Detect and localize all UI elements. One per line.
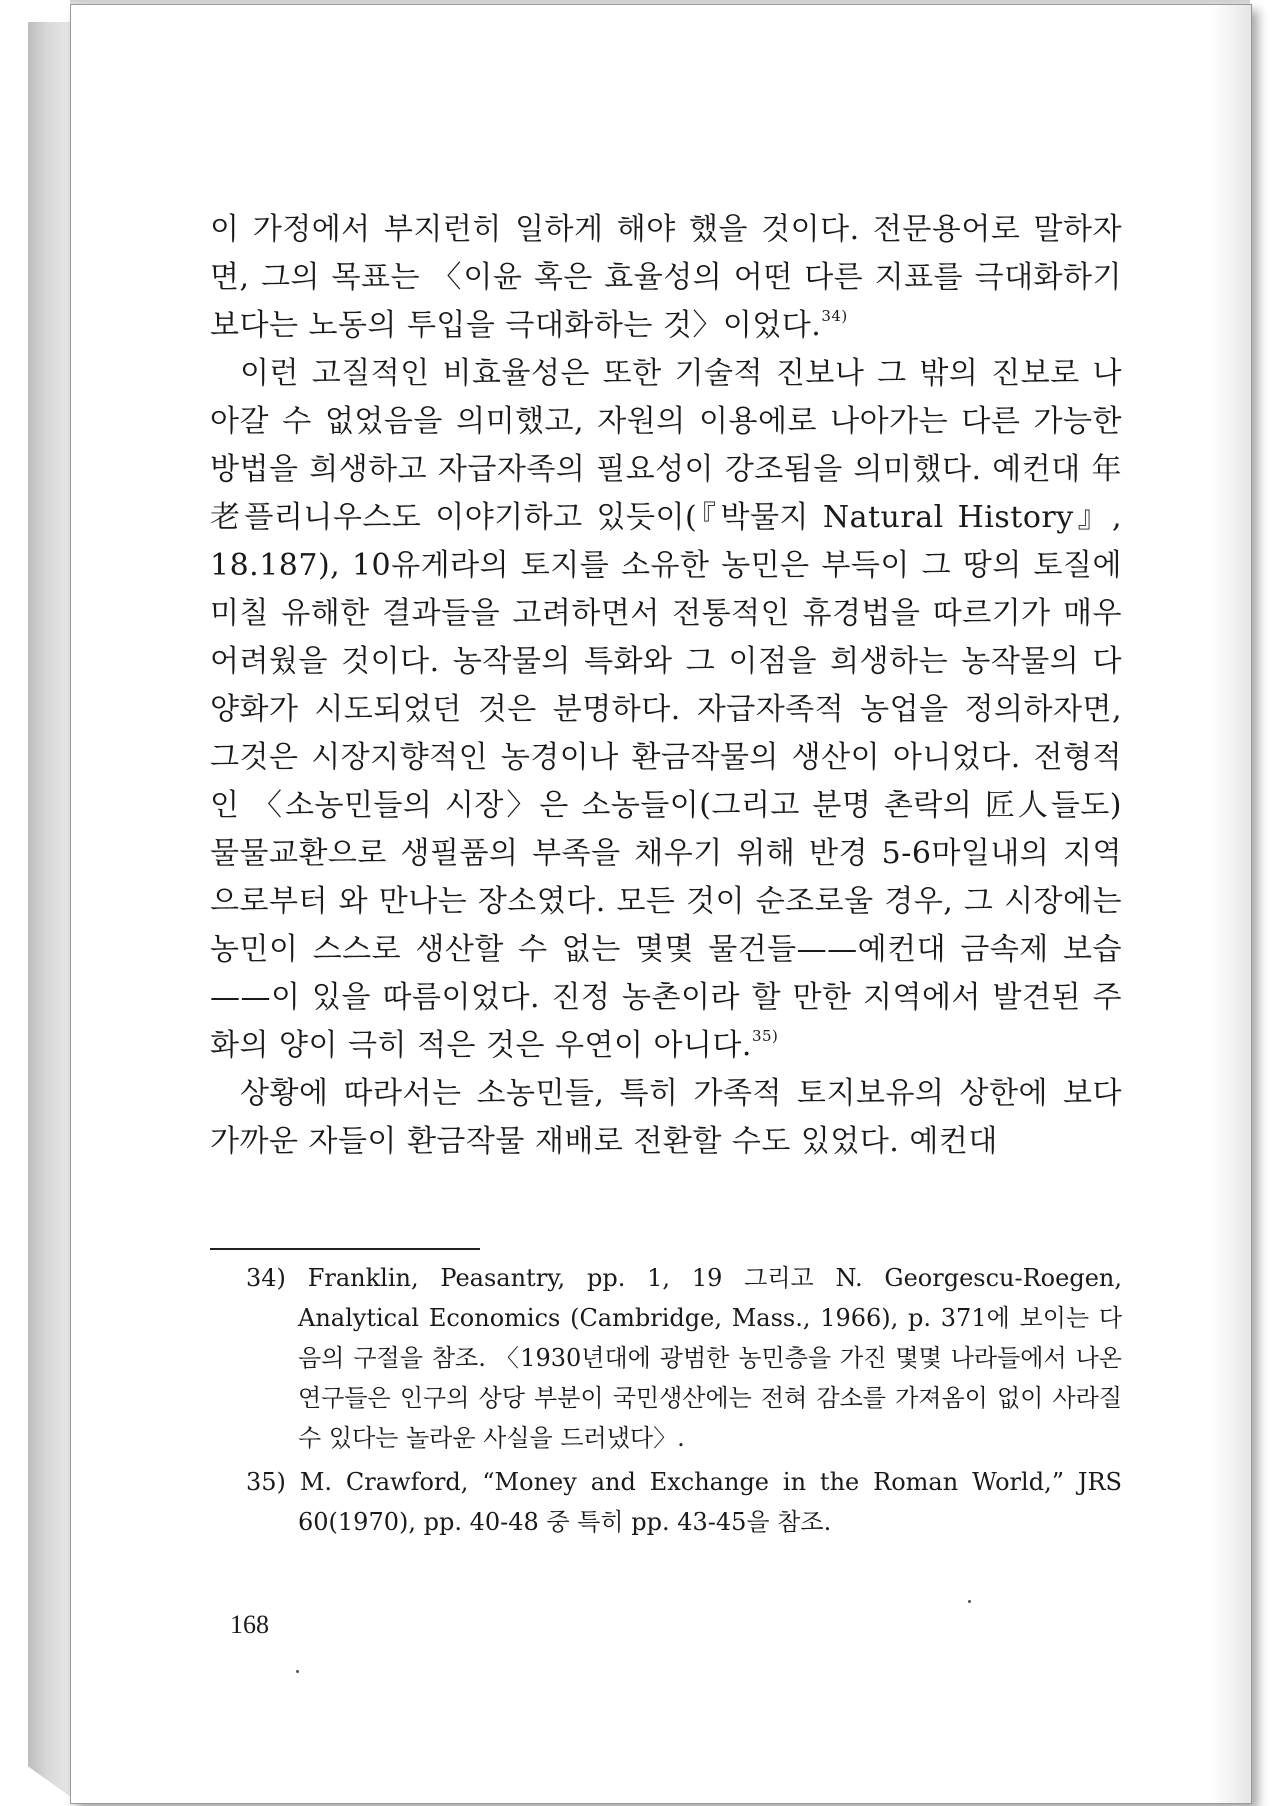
paragraph-1-text: 이 가정에서 부지런히 일하게 해야 했을 것이다. 전문용어로 말하자면, 그의 목표는 〈이윤 혹은 효율성의 어떤 다른 지표를 극대화하기보다는 노동의 투입을 극대화하는 것〉이었다.	[210, 212, 1122, 343]
footnote-text: M. Crawford, “Money and Exchange in the Roman World,” JRS 60(1970), pp. 40-48 중 특히 pp. 43-45을 참조.	[298, 1468, 1122, 1536]
main-text	[210, 206, 1122, 1166]
paragraph-3	[210, 1070, 1122, 1166]
footnote-34	[246, 1258, 1122, 1458]
footnote-number: 35)	[246, 1468, 286, 1496]
footnotes	[246, 1258, 1122, 1546]
paragraph-1	[210, 206, 1122, 350]
page-shade	[1211, 5, 1251, 1803]
paragraph-2	[210, 350, 1122, 1070]
paragraph-3-text: 상황에 따라서는 소농민들, 특히 가족적 토지보유의 상한에 보다 가까운 자들이 환금작물 재배로 전환할 수도 있었다. 예컨대	[210, 1076, 1122, 1159]
footnote-ref-34: 34)	[821, 307, 848, 325]
footnote-text: Franklin, Peasantry, pp. 1, 19 그리고 N. Georgescu-Roegen, Analytical Economics (Cambridge, Mass., 1966), p. 371에 보이는 다음의 구절을 참조. 〈1930년대에 광범한 농민층을 가진 몇몇 나라들에서 나온 연구들은 인구의 상당 부분이 국민생산에는 전혀 감소를 가져옴이 없이 사라질 수 있다는 놀라운 사실을 드러냈다〉.	[298, 1264, 1122, 1452]
footnote-divider	[210, 1248, 480, 1250]
footnote-number: 34)	[246, 1264, 286, 1292]
paragraph-2-text: 이런 고질적인 비효율성은 또한 기술적 진보나 그 밖의 진보로 나아갈 수 없었음을 의미했고, 자원의 이용에로 나아가는 다른 가능한 방법을 희생하고 자급자족의 필요성이 강조됨을 의미했다. 예컨대 年老플리니우스도 이야기하고 있듯이(『박물지 Natural History』, 18.187), 10유게라의 토지를 소유한 농민은 부득이 그 땅의 토질에 미칠 유해한 결과들을 고려하면서 전통적인 휴경법을 따르기가 매우 어려웠을 것이다. 농작물의 특화와 그 이점을 희생하는 농작물의 다양화가 시도되었던 것은 분명하다. 자급자족적 농업을 정의하자면, 그것은 시장지향적인 농경이나 환금작물의 생산이 아니었다. 전형적인 〈소농민들의 시장〉은 소농들이(그리고 분명 촌락의 匠人들도) 물물교환으로 생필품의 부족을 채우기 위해 반경 5-6마일내의 지역으로부터 와 만나는 장소였다. 모든 것이 순조로울 경우, 그 시장에는 농민이 스스로 생산할 수 없는 몇몇 물건들——예컨대 금속제 보습——이 있을 따름이었다. 진정 농촌이라 할 만한 지역에서 발견된 주화의 양이 극히 적은 것은 우연이 아니다.	[210, 356, 1122, 1063]
footnote-ref-35: 35)	[751, 1027, 779, 1045]
page-number: 168	[230, 1610, 269, 1639]
scan-speck	[968, 1600, 971, 1603]
scan-speck	[296, 1670, 299, 1673]
footnote-35	[246, 1462, 1122, 1542]
